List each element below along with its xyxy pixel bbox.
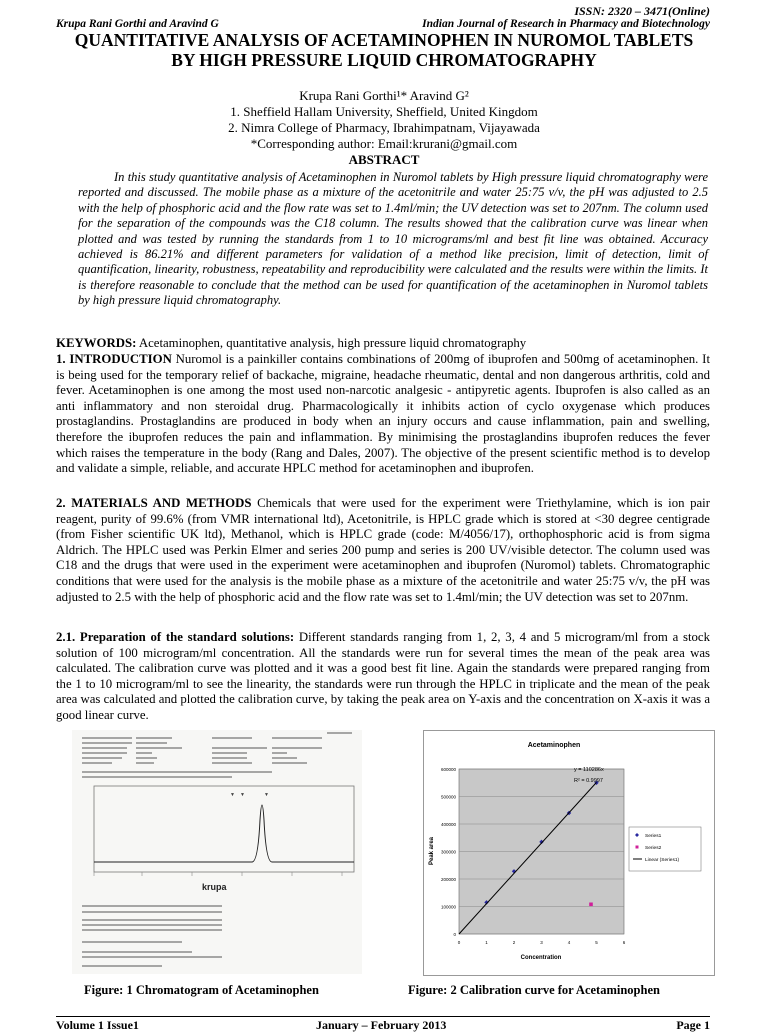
chromatogram-image: [72, 730, 362, 974]
keywords-text: Acetaminophen, quantitative analysis, high pressure liquid chromatography: [138, 336, 527, 350]
footer-volume: Volume 1 Issue1: [56, 1018, 139, 1032]
svg-text:▼: ▼: [264, 792, 269, 798]
footer-date: January – February 2013: [316, 1018, 447, 1032]
y-axis-label: Peak area: [429, 836, 435, 866]
preparation-heading: 2.1. Preparation of the standard solutions:: [56, 630, 295, 644]
figure-2-calibration-chart: [423, 730, 715, 976]
legend: [629, 827, 701, 871]
trendline-equation: y = 110286x: [574, 767, 604, 773]
abstract-heading: ABSTRACT: [348, 152, 420, 167]
data-point: [589, 903, 593, 907]
affiliation-1: 1. Sheffield Hallam University, Sheffield, United Kingdom: [230, 104, 538, 119]
keywords-label: KEYWORDS:: [56, 336, 137, 350]
y-tick-label: 300000: [440, 849, 456, 855]
running-header-journal: Indian Journal of Research in Pharmacy and Biotechnology: [422, 18, 710, 30]
y-tick-label: 600000: [440, 767, 456, 772]
figure-1-chromatogram: [72, 730, 362, 974]
page-footer: [56, 1016, 710, 1032]
preparation-section: [56, 630, 710, 724]
svg-text:▼: ▼: [240, 792, 245, 798]
introduction-section: [56, 352, 710, 477]
x-tick-label: 2: [512, 940, 516, 945]
methods-section: [56, 496, 710, 605]
footer-page: Page 1: [676, 1018, 710, 1032]
legend-label: Series2: [645, 846, 662, 851]
figure-1-caption: Figure: 1 Chromatogram of Acetaminophen: [84, 983, 319, 997]
methods-heading: 2. MATERIALS AND METHODS: [56, 496, 252, 510]
y-tick-label: 100000: [440, 904, 456, 910]
chromatogram-label: krupa: [202, 882, 227, 892]
introduction-heading: 1. INTRODUCTION: [56, 352, 172, 366]
methods-text: Chemicals that were used for the experiment were Triethylamine, which is ion pair reagent, purity of 99.6% (from VMR international ltd), Acetonitrile, is HPLC grade which is stored at <30 degree centigrade (from Fisher scientific UK ltd), Methanol, which is HPLC grade (code: M/4056/17), orthophosphoric acid is from sigma Aldrich. The HPLC used was Perkin Elmer and series 200 pump and series is 200 UV/visible detector. The column used was C18 and the drugs that were used in the experiment were acetaminophen and ibuprofen (Nuromol) tablets. Chromatographic conditions that were used for the analysis is the mobile phase as a mixture of the acetonitrile and water 25:75 v/v, the pH was adjusted to 2.5 with the help of phosphoric acid and the flow rate was set to 1.4ml/min; the UV detection was set to 207nm.: [56, 496, 711, 604]
affiliation-2: 2. Nimra College of Pharmacy, Ibrahimpatnam, Vijayawada: [228, 120, 540, 135]
abstract-text: In this study quantitative analysis of Acetaminophen in Nuromol tablets by High pressure liquid chromatography were reported and discussed. The mobile phase as a mixture of the acetonitrile and water 25:75 v/v, the pH was adjusted to 2.5 with the help of phosphoric acid and the flow rate was set to 1.4ml/min; the UV detection was set to 207nm. The column used for the separation of the compounds was the C18 column. The results showed that the calibration curve was linear when plotted and was tested by running the standards from 1 to 10 micrograms/ml and best fit line was obtained. Accuracy achieved is 86.21% and different parameters for validation of a method like precision, limit of detection, limit of quantification, linearity, robustness, repeatability and reproducibility were calculated and the results were within the limits. It is therefore reasonable to conclude that the method can be used for quantification of the acetaminophen in Nuromol tablets by high pressure liquid chromatography.: [78, 170, 708, 308]
y-tick-label: 0: [453, 932, 456, 937]
preparation-text: Different standards ranging from 1, 2, 3, 4 and 5 microgram/ml from a stock solution of 100 microgram/ml concentration. All the standards were run for several times the mean of the peak area was calculated. The calibration curve was plotted and it was a good best fit line. Again the standards were prepared ranging from the 1 to 10 microgram/ml to see the linearity, the standards were run through the HPLC in triplicate and the mean of the peak area was calculated and plotted the calibration curve, by taking the peak area on Y-axis and the concentration on X-axis it was a good linear curve.: [56, 630, 710, 722]
introduction-text: Nuromol is a painkiller contains combinations of 200mg of ibuprofen and 500mg of acetaminophen. It is being used for the temporary relief of backache, migraine, headache rheumatic, dental and non dangerous arthritis, cold and fever. Acetaminophen is one among the most used non-narcotic analgesic - antipyretic agents. Ibuprofen is also called as an anti inflammatory and non steroidal drug. Pharmacologically it inhibits action of cyclo oxygenase which produces prostaglandins. Prostaglandins are produced in body when an injury occurs and cause inflammation, pain and swelling, therefore the ibuprofen reduces the pain and inflammation. By minimising the prostaglandins ibuprofen reduces the fever which raises the temperature in the body (Rang and Dales, 2007). The objective of the present scientific method is to develop and validate a simple, reliable, and accurate HPLC method for acetaminophen and ibuprofen.: [56, 352, 710, 476]
title-line-2: BY HIGH PRESSURE LIQUID CHROMATOGRAPHY: [171, 50, 597, 70]
x-tick-label: 6: [622, 940, 626, 945]
paper-title: [40, 30, 728, 70]
x-tick-label: 5: [595, 940, 598, 945]
y-tick-label: 200000: [440, 877, 456, 882]
legend-label: Series1: [645, 834, 662, 839]
figure-2-caption: Figure: 2 Calibration curve for Acetaminophen: [408, 983, 660, 997]
chart-title: Acetaminophen: [527, 742, 581, 749]
trendline-r2: R² = 0.9997: [574, 778, 603, 784]
x-tick-label: 3: [540, 940, 543, 945]
legend-swatch: [636, 846, 639, 849]
running-header: [56, 18, 710, 30]
calibration-chart-svg: [424, 731, 714, 975]
legend-label: Linear (Series1): [645, 858, 680, 863]
title-line-1: QUANTITATIVE ANALYSIS OF ACETAMINOPHEN IN NUROMOL TABLETS: [74, 30, 694, 50]
svg-text:▼: ▼: [230, 792, 235, 798]
keywords: [56, 336, 710, 352]
x-tick-label: 1: [485, 940, 488, 945]
y-tick-label: 400000: [440, 822, 456, 827]
x-axis-label: Concentration: [520, 955, 562, 961]
y-tick-label: 500000: [440, 794, 456, 800]
x-tick-label: 4: [567, 940, 571, 945]
x-tick-label: 0: [457, 940, 461, 945]
authors: Krupa Rani Gorthi¹* Aravind G²: [299, 88, 469, 103]
issn: ISSN: 2320 – 3471(Online): [574, 4, 710, 18]
corresponding-author: *Corresponding author: Email:krurani@gmail.com: [250, 136, 518, 151]
running-header-authors: Krupa Rani Gorthi and Aravind G: [56, 18, 219, 30]
author-block: [40, 88, 728, 168]
